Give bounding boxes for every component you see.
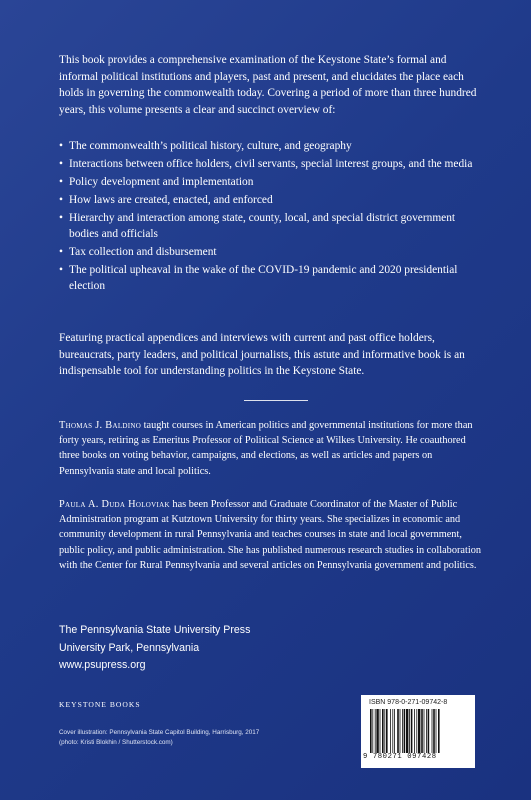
barcode-digits: 9 780271 097428 xyxy=(363,753,437,761)
barcode-bar xyxy=(418,709,420,753)
imprint-label: KEYSTONE BOOKS xyxy=(59,700,141,709)
section-divider xyxy=(244,400,308,401)
barcode-bar xyxy=(382,709,384,753)
barcode-bar xyxy=(376,709,378,753)
barcode-bar xyxy=(438,709,440,753)
barcode-bar xyxy=(384,709,385,753)
features-paragraph: Featuring practical appendices and interviews with current and past office holders, bureaucrats, party leaders, and political journalists, this astute and informative book is an indispensable tool for understanding politics in the Keystone State. xyxy=(59,332,465,378)
barcode-bar xyxy=(416,709,417,753)
barcode-bar xyxy=(380,709,381,753)
list-item: • How laws are created, enacted, and enforced xyxy=(59,192,484,208)
barcode-bar xyxy=(409,709,410,753)
barcode-bar xyxy=(421,709,423,753)
cover-credit-line: (photo: Kristi Blokhin / Shutterstock.com) xyxy=(59,738,173,746)
barcode-bar xyxy=(428,709,430,753)
author-bio xyxy=(59,497,484,573)
list-item: • Tax collection and disbursement xyxy=(59,244,484,260)
author-name: Thomas J. Baldino xyxy=(59,420,142,431)
list-item: • The commonwealth’s political history, culture, and geography xyxy=(59,138,484,154)
barcode-bar xyxy=(404,709,406,753)
barcode-bar xyxy=(433,709,435,753)
author-bio-text: has been Professor and Graduate Coordinator of the Master of Public Administration program at Kutztown University for thirty years. She specializes in economic and community development in rural Pennsylvania and teaches courses in state and local government, public policy, and public administration. She has published numerous research studies in collaboration with the Center for Rural Pennsylvania and several articles on Pennsylvania government and politics. xyxy=(59,499,481,571)
barcode-bar xyxy=(432,709,433,753)
topics-list xyxy=(59,138,484,296)
barcode-bar xyxy=(386,709,388,753)
barcode-bar xyxy=(400,709,401,753)
publisher-name: The Pennsylvania State University Press xyxy=(59,624,251,636)
barcode-bar xyxy=(411,709,413,753)
cover-credit xyxy=(59,728,289,747)
barcode-bar xyxy=(390,709,391,753)
publisher-block xyxy=(59,622,250,675)
list-item: • Policy development and implementation xyxy=(59,174,484,190)
barcode-bar xyxy=(406,709,408,753)
list-item: • Hierarchy and interaction among state, county, local, and special district government bodies and officials xyxy=(59,210,484,242)
publisher-location: University Park, Pennsylvania xyxy=(59,641,200,654)
cover-credit-line: Cover illustration: Pennsylvania State Capitol Building, Harrisburg, 2017 xyxy=(59,729,260,736)
list-item: • The political upheaval in the wake of the COVID-19 pandemic and 2020 presidential election xyxy=(59,262,484,294)
description-paragraph: This book provides a comprehensive examination of the Keystone State’s formal and informal political institutions and players, past and present, and elucidates the place each holds in governing the commonwealth today. Covering a period of more than three hundred years, this volume presents a clear and succinct overview of: xyxy=(59,54,477,116)
author-bio-text: taught courses in American politics and governmental institutions for more than forty years, retiring as Emeritus Professor of Political Science at Wilkes University. He coauthored three books on voting behavior, campaigns, and elections, as well as articles and papers on Pennsylvania state and local politics. xyxy=(59,420,473,477)
author-bio xyxy=(59,418,484,479)
barcode-bars xyxy=(369,709,467,753)
barcode-bar xyxy=(426,709,427,753)
barcode-bar xyxy=(414,709,415,753)
barcode-bar xyxy=(402,709,403,753)
barcode-bar xyxy=(394,709,395,753)
isbn-label: ISBN 978-0-271-09742-8 xyxy=(369,699,448,706)
isbn-barcode xyxy=(361,695,475,768)
barcode-bar xyxy=(392,709,393,753)
publisher-website: www.psupress.org xyxy=(59,659,146,671)
barcode-bar xyxy=(375,709,376,753)
barcode-bar xyxy=(436,709,437,753)
list-item: • Interactions between office holders, civil servants, special interest groups, and the media xyxy=(59,156,484,172)
barcode-bar xyxy=(424,709,425,753)
barcode-bar xyxy=(397,709,399,753)
barcode-bar xyxy=(372,709,373,753)
author-name: Paula A. Duda Holoviak xyxy=(59,499,170,510)
barcode-bar xyxy=(370,709,372,753)
